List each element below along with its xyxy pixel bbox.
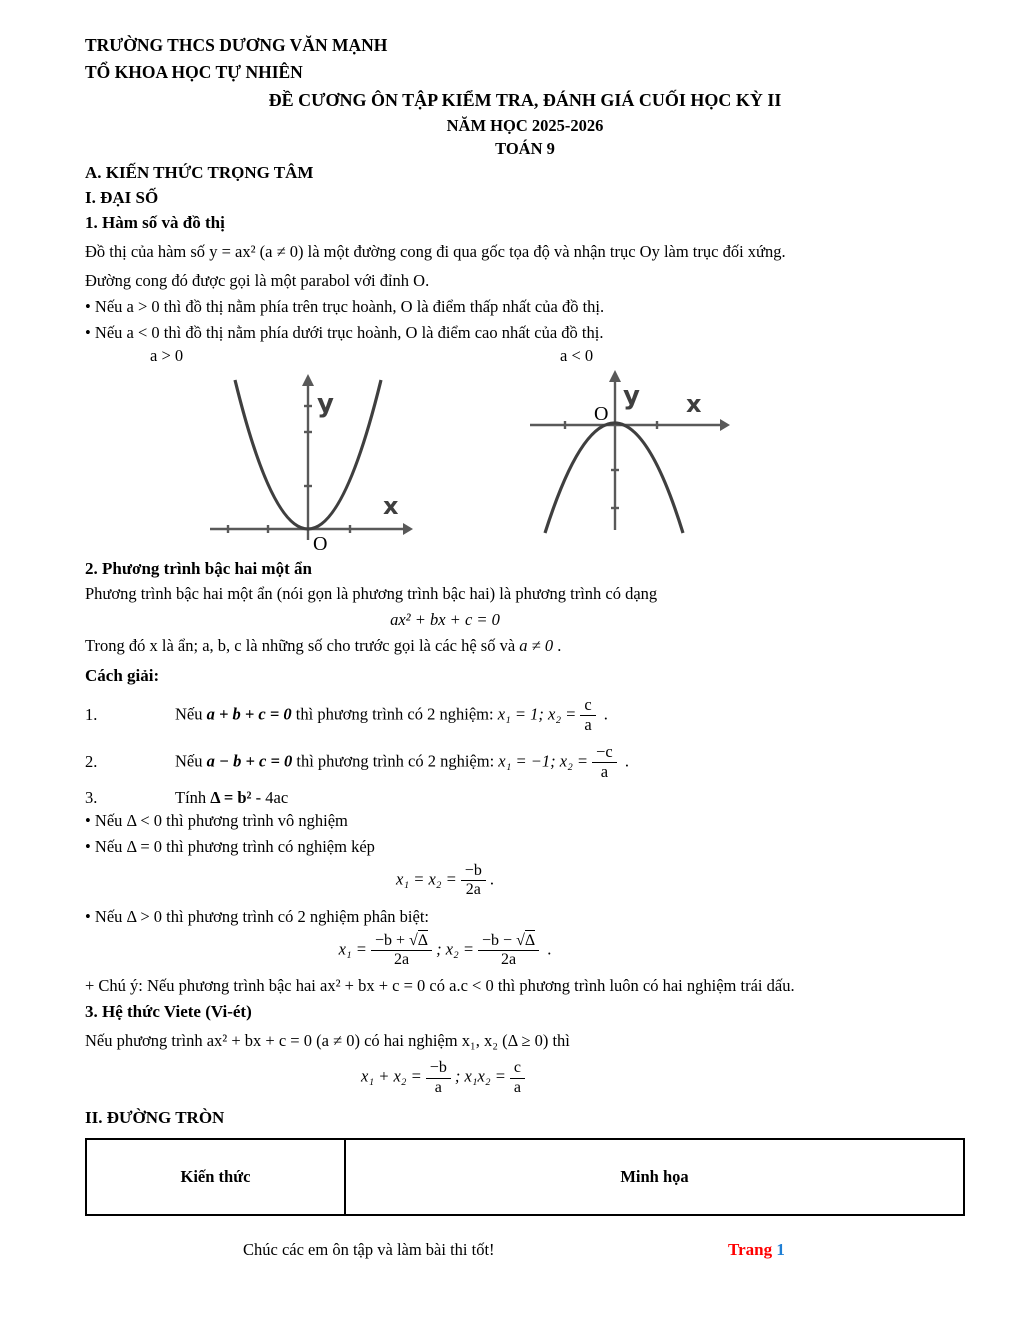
viete-condition-paragraph	[85, 1024, 965, 1057]
y-axis-arrow	[609, 370, 621, 382]
text-run: là những số cho trước gọi là các hệ số và	[241, 636, 520, 655]
text-run: Trong đó x là ẩn;	[85, 636, 203, 655]
roots-expression: x₁ = 1; x₂ =	[497, 704, 577, 724]
product-of-roots: x₁x₂ =	[464, 1067, 506, 1086]
item-body	[175, 788, 288, 808]
origin-label: O	[313, 533, 328, 554]
abc-sum-condition: a + b + c = 0	[206, 704, 292, 724]
text-run: thì	[548, 1031, 570, 1051]
solving-method-heading: Cách giải:	[85, 666, 160, 685]
parabola-intro-paragraph	[85, 235, 965, 268]
method-item-2	[85, 741, 965, 784]
fraction-root1: $\frac{-b + √\Delta}{2a}$	[371, 932, 432, 970]
viete-formulas	[85, 1057, 805, 1099]
parabola-positive-figure	[195, 368, 425, 554]
item-number: 1.	[85, 705, 98, 725]
school-name: TRƯỜNG THCS DƯƠNG VĂN MẠNH	[85, 35, 388, 55]
function-formula: y = ax² (a ≠ 0)	[209, 242, 304, 261]
text-run: thì phương trình luôn có hai nghiệm trái dấu.	[493, 976, 795, 996]
bullet-delta-positive: • Nếu Δ > 0 thì phương trình có 2 nghiệm phân biệt:	[85, 906, 429, 926]
table-header-row	[86, 1139, 964, 1215]
bullet-delta-zero: • Nếu Δ = 0 thì phương trình có nghiệm kép	[85, 836, 375, 856]
roots-equal-expression: x₁ = x₂ =	[396, 869, 457, 889]
parabola-figures	[85, 368, 965, 554]
table-header-knowledge: Kiến thức	[86, 1139, 345, 1215]
quadratic-equation: ax² + bx + c = 0	[390, 610, 500, 629]
sum-of-roots: x₁ + x₂ =	[361, 1067, 422, 1086]
department-name: TỔ KHOA HỌC TỰ NHIÊN	[85, 62, 303, 82]
section-i-heading: I. ĐẠI SỐ	[85, 188, 159, 207]
page-footer	[85, 1240, 965, 1270]
radicand: Δ	[524, 931, 536, 949]
text-run: Tính	[175, 787, 211, 807]
root1-expression: x₁ =	[338, 939, 367, 959]
subject-title: TOÁN 9	[495, 139, 555, 158]
coefficient-symbols: a, b, c	[202, 636, 242, 655]
text-run: Nếu	[175, 704, 207, 724]
fraction-negc-over-a: $\frac{-c}{a}$	[592, 743, 617, 782]
roots-expression: x₁ = −1; x₂ =	[498, 751, 589, 771]
table-header-illustration: Minh họa	[345, 1139, 964, 1215]
text-run: Nếu phương trình	[85, 1031, 207, 1051]
topic2-heading: 2. Phương trình bậc hai một ẩn	[85, 559, 312, 578]
footer-wish-text: Chúc các em ôn tập và làm bài thi tốt!	[243, 1240, 495, 1260]
radicand: Δ	[417, 931, 429, 949]
text-run: có hai nghiệm	[359, 1031, 462, 1051]
root2-expression: x₂ =	[445, 939, 475, 959]
label-a-negative: a < 0	[560, 346, 594, 365]
y-axis-label: y	[317, 389, 334, 419]
y-axis-arrow	[302, 374, 314, 386]
fraction-negb-over-2a: $\frac{-b}{2a}$	[461, 862, 486, 900]
quadratic-def-paragraph: Phương trình bậc hai một ẩn (nói gọn là phương trình bậc hai) là phương trình có dạng	[85, 584, 658, 603]
x-axis-label: x	[686, 390, 702, 418]
text-run: .	[543, 939, 552, 959]
abc-alt-condition: a − b + c = 0	[206, 751, 293, 771]
school-year: NĂM HỌC 2025-2026	[446, 116, 604, 135]
figure-labels-row	[85, 346, 965, 368]
parabola-vertex-paragraph: Đường cong đó được gọi là một parabol với đỉnh O.	[85, 271, 430, 290]
bullet-a-negative: • Nếu a < 0 thì đồ thị nằm phía dưới trục hoành, O là điểm cao nhất của đồ thị.	[85, 323, 604, 342]
text-run: thì phương trình có 2 nghiệm:	[292, 751, 499, 771]
fraction-root2: $\frac{-b - √\Delta}{2a}$	[478, 932, 539, 970]
quadratic-inline-formula: ax² + bx + c = 0 (a ≠ 0)	[206, 1031, 360, 1051]
text-run: Đồ thị của hàm số	[85, 242, 210, 261]
bullet-a-positive: • Nếu a > 0 thì đồ thị nằm phía trên trục hoành, O là điểm thấp nhất của đồ thị.	[85, 297, 605, 316]
delta-formula: Δ = b²	[210, 787, 252, 807]
label-a-positive: a > 0	[150, 346, 184, 365]
note-paragraph	[85, 973, 965, 999]
a-nonzero-condition: a ≠ 0	[519, 636, 554, 655]
fraction-negb-over-a: $\frac{-b}{a}$	[426, 1059, 451, 1097]
ac-negative-condition: a.c < 0	[449, 976, 494, 996]
topic1-heading: 1. Hàm số và đồ thị	[85, 213, 225, 232]
x-axis-label: x	[383, 492, 399, 520]
page-number-digit: 1	[776, 1240, 785, 1260]
method-item-1	[85, 694, 965, 737]
text-run: có	[425, 976, 450, 996]
y-axis-label: y	[623, 381, 640, 411]
fraction-c-over-a: $\frac{c}{a}$	[580, 696, 595, 735]
distinct-roots-formula	[85, 930, 805, 972]
item-body	[175, 741, 629, 784]
coefficients-paragraph	[85, 633, 965, 659]
page-number	[728, 1240, 785, 1260]
text-run: + Chú ý: Nếu phương trình bậc hai	[85, 976, 321, 996]
section-a-heading: A. KIẾN THỨC TRỌNG TÂM	[85, 163, 314, 182]
separator: ;	[454, 1067, 465, 1086]
bullet-delta-negative: • Nếu Δ < 0 thì phương trình vô nghiệm	[85, 810, 348, 830]
origin-label: O	[594, 403, 609, 425]
double-root-formula	[85, 860, 805, 902]
text-run: thì phương trình có 2 nghiệm:	[291, 704, 498, 724]
section-ii-heading: II. ĐƯỜNG TRÒN	[85, 1108, 225, 1128]
x-axis-arrow	[403, 523, 413, 535]
separator: ;	[436, 939, 446, 959]
x-axis-arrow	[720, 419, 730, 431]
page-label: Trang	[728, 1240, 773, 1260]
text-run: .	[489, 869, 494, 889]
text-run: .	[620, 751, 629, 771]
text-run: là một đường cong đi qua gốc tọa độ và nhận trục Oy làm trục đối xứng.	[303, 242, 786, 261]
text-run: .	[599, 704, 608, 724]
parabola-negative-figure	[520, 368, 750, 538]
document-title: ĐỀ CƯƠNG ÔN TẬP KIỂM TRA, ĐÁNH GIÁ CUỐI HỌC KỲ II	[268, 90, 782, 110]
item-number: 3.	[85, 787, 98, 807]
quadratic-inline-formula: ax² + bx + c = 0	[320, 976, 426, 996]
text-run: .	[553, 636, 562, 655]
text-run: Nếu	[175, 751, 207, 771]
item-number: 2.	[85, 752, 98, 772]
circle-knowledge-table	[85, 1138, 965, 1216]
delta-formula-tail: - 4ac	[251, 787, 289, 807]
item-body	[175, 694, 608, 737]
method-item-3	[85, 788, 965, 808]
roots-delta-condition: x₁, x₂ (Δ ≥ 0)	[461, 1031, 549, 1051]
fraction-c-over-a: $\frac{c}{a}$	[510, 1059, 525, 1097]
topic3-heading: 3. Hệ thức Viete (Vi-ét)	[85, 1002, 252, 1022]
